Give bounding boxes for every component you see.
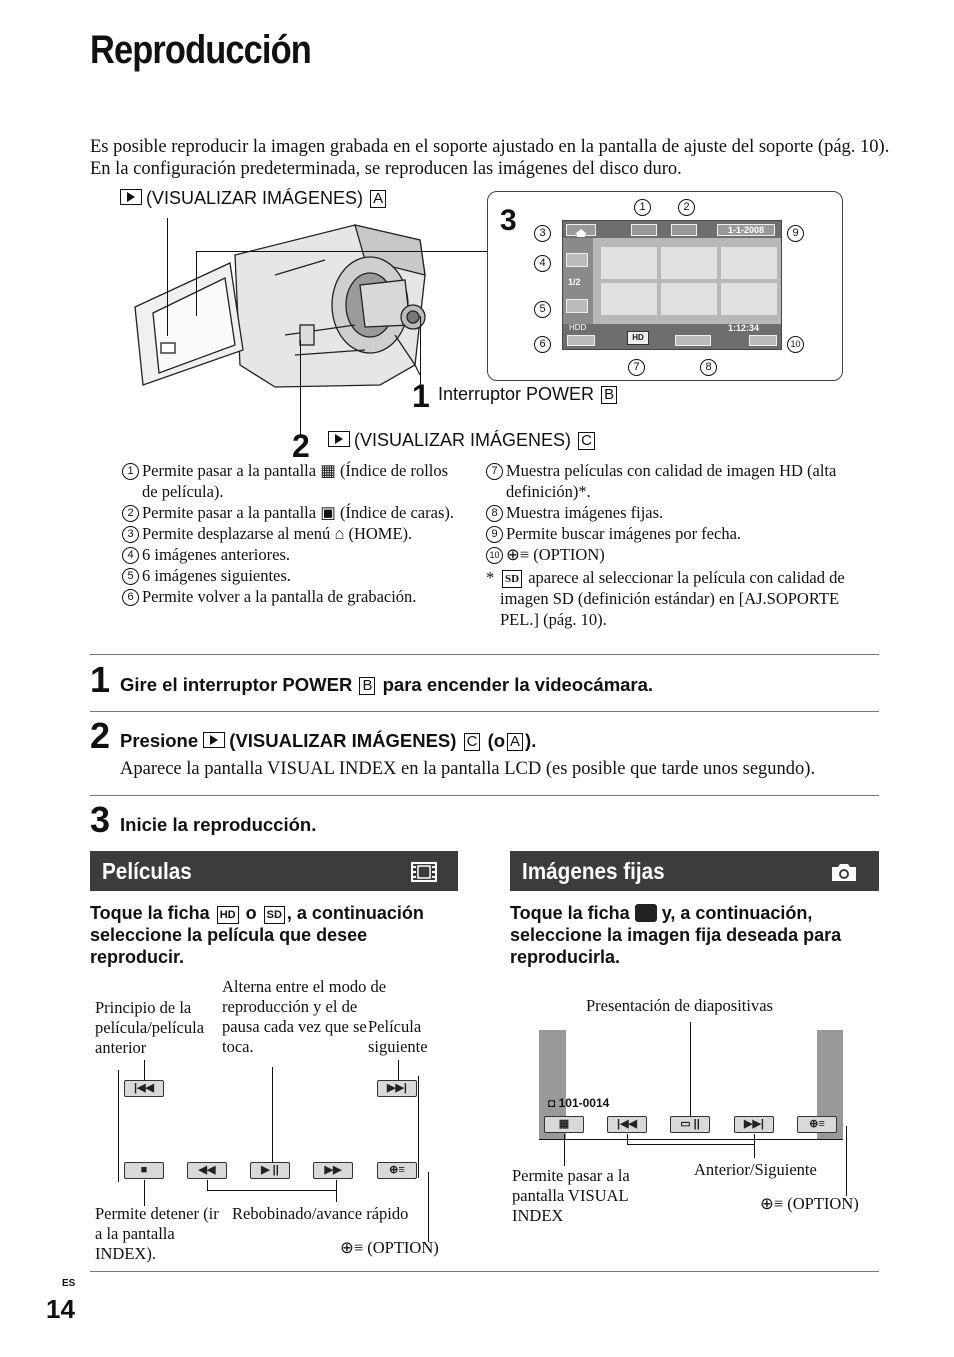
label-stop: Permite detener (ir a la pantalla INDEX). [95, 1204, 219, 1263]
label-visual-index: Permite pasar a la pantalla VISUAL INDEX [512, 1166, 630, 1225]
label-rew-ff: Rebobinado/avance rápido [232, 1204, 409, 1223]
date-search-button[interactable]: 1-1-2008 [717, 224, 775, 236]
label-option-still: ⊕≡ (OPTION) [760, 1194, 859, 1213]
leader-prev-img [627, 1134, 628, 1144]
step-1-text: Gire el interruptor POWER B para encender la videocámara. [120, 674, 654, 695]
callout-9: 9 [787, 225, 804, 242]
next-6-button[interactable] [566, 299, 588, 313]
play-icon [328, 431, 350, 447]
sd-tab-icon: SD [502, 570, 522, 588]
note-item: 6 Permite volver a la pantalla de grabación. [122, 586, 462, 607]
leader-index [564, 1134, 565, 1166]
note-item: 5 6 imágenes siguientes. [122, 565, 462, 586]
option-button[interactable]: ⊕≡ [797, 1116, 837, 1133]
letter-b-box: B [601, 386, 617, 404]
prev-image-button[interactable]: |◀◀ [607, 1116, 647, 1133]
notes-left [122, 460, 462, 607]
note-item: 10 ⊕≡ (OPTION) [486, 544, 856, 565]
thumbnail[interactable] [661, 283, 717, 315]
callout-10: 10 [787, 336, 804, 353]
film-roll-index-tab[interactable] [631, 224, 657, 236]
fig-step-2: 2 [292, 428, 310, 464]
power-label-row [438, 384, 619, 405]
label-play-pause: Alterna entre el modo de reproducción y el de pausa cada vez que se toca. [222, 977, 387, 1056]
leader-stop [144, 1180, 145, 1206]
page-title: Reproducción [90, 28, 311, 72]
label-prev-next: Anterior/Siguiente [694, 1160, 817, 1179]
note-item: 9 Permite buscar imágenes por fecha. [486, 523, 856, 544]
label-c-row [328, 430, 597, 451]
leader-option-still [846, 1126, 847, 1196]
lcd-screen [562, 220, 782, 350]
prev-6-button[interactable] [566, 253, 588, 267]
step-2-number: 2 [90, 715, 111, 756]
screen-left-edge [118, 1070, 119, 1182]
label-a-row [120, 188, 388, 209]
callout-1: 1 [634, 199, 651, 216]
callout-6: 6 [534, 336, 551, 353]
intro-paragraph: Es posible reproducir la imagen grabada en el soporte ajustado en la pantalla de ajuste del soporte (pág. 10). En la configuración predeterminada, se reproducen las imágenes del disco duro. [90, 137, 890, 179]
leader-next-img [754, 1134, 755, 1158]
screen-right-edge [418, 1076, 419, 1178]
letter-c-box: C [578, 432, 595, 450]
hd-tab[interactable]: HD [627, 331, 649, 345]
camcorder-illustration [125, 215, 495, 400]
leader-ff [336, 1180, 337, 1202]
leader-slideshow [690, 1022, 691, 1120]
next-image-button[interactable]: ▶▶| [734, 1116, 774, 1133]
next-movie-button[interactable]: ▶▶| [377, 1080, 417, 1097]
power-label: Interruptor POWER [438, 384, 595, 404]
leader-rew-ff-bar [207, 1190, 336, 1191]
divider [90, 654, 879, 655]
note-item: 3 Permite desplazarse al menú ⌂ (HOME). [122, 523, 462, 544]
leader-prev [144, 1060, 145, 1080]
camera-icon: ◘ [548, 1096, 556, 1110]
label-next-movie: Película siguiente [368, 1017, 428, 1056]
record-return-button[interactable] [567, 335, 595, 346]
peliculas-instruction: Toque la ficha HD o SD , a continuación seleccione la película que desee reproducir. [90, 903, 424, 967]
option-icon: ⊕≡ [760, 1194, 784, 1213]
thumbnail[interactable] [661, 247, 717, 279]
visual-index-button[interactable]: ▦ [544, 1116, 584, 1133]
step-3-text: Inicie la reproducción. [120, 814, 317, 835]
camera-tab-icon [635, 904, 657, 922]
option-button[interactable] [749, 335, 777, 346]
label-option: ⊕≡ (OPTION) [340, 1238, 439, 1257]
divider [90, 1271, 879, 1272]
leader-c [300, 340, 301, 435]
leader-next [398, 1060, 399, 1080]
stop-button[interactable]: ■ [124, 1162, 164, 1179]
play-icon [203, 732, 225, 748]
callout-8: 8 [700, 359, 717, 376]
note-item: 2 Permite pasar a la pantalla ▣ (Índice de caras). [122, 502, 462, 523]
step-2-body: Aparece la pantalla VISUAL INDEX en la pantalla LCD (es posible que tarde unos segundo). [120, 759, 816, 779]
play-pause-button[interactable]: ▶ || [250, 1162, 290, 1179]
step-1-number: 1 [90, 659, 111, 700]
fijas-banner: Imágenes fijas [510, 851, 879, 891]
callout-4: 4 [534, 255, 551, 272]
label-prev-movie: Principio de la película/película anterior [95, 998, 205, 1057]
option-icon: ⊕≡ [340, 1238, 364, 1257]
option-icon: ⊕≡ [506, 545, 530, 564]
fig-step-3: 3 [500, 204, 517, 237]
leader-screen [196, 251, 488, 252]
footnote: * SD aparece al seleccionar la película con calidad de imagen SD (definición estándar) en [AJ.SOPORTE PEL.] (pág. 10). [486, 568, 845, 629]
note-item: 1 Permite pasar a la pantalla ▦ (Índice de rollos de película). [122, 460, 462, 502]
step-3-number: 3 [90, 799, 111, 840]
prev-movie-button[interactable]: |◀◀ [124, 1080, 164, 1097]
note-item: 7 Muestra películas con calidad de imagen HD (alta definición)*. [486, 460, 856, 502]
sd-tab-icon: SD [264, 906, 285, 924]
thumbnail[interactable] [721, 247, 777, 279]
leader-screen-down [196, 251, 197, 316]
camera-icon [829, 861, 859, 883]
page-number: 14 [46, 1294, 75, 1324]
step-2-text: Presione (VISUALIZAR IMÁGENES) C (o A ). [120, 730, 537, 751]
leader-option [428, 1172, 429, 1242]
note-item: 8 Muestra imágenes fijas. [486, 502, 856, 523]
fijas-instruction: Toque la ficha y, a continuación, seleccione la imagen fija deseada para reproducirla. [510, 903, 842, 967]
option-button[interactable]: ⊕≡ [377, 1162, 417, 1179]
face-index-tab[interactable] [671, 224, 697, 236]
thumbnail[interactable] [601, 247, 657, 279]
callout-2: 2 [678, 199, 695, 216]
slideshow-button[interactable]: ▭ || [670, 1116, 710, 1133]
letter-a-box: A [370, 190, 386, 208]
home-icon: ⌂ [334, 524, 345, 543]
counter-label: 1:12:34 [728, 323, 760, 333]
leader-rew [207, 1180, 208, 1190]
label-c-text: (VISUALIZAR IMÁGENES) [354, 430, 572, 450]
film-icon [410, 861, 438, 883]
still-screen-bottom [539, 1139, 843, 1140]
divider [90, 795, 879, 796]
rewind-button[interactable]: ◀◀ [187, 1162, 227, 1179]
leader-prevnext-bar [627, 1144, 754, 1145]
page-indicator: 1/2 [568, 277, 581, 287]
leader-a [167, 218, 168, 336]
media-label: HDD [569, 323, 587, 332]
label-slideshow: Presentación de diapositivas [586, 996, 773, 1015]
still-images-tab[interactable] [675, 335, 711, 346]
thumbnail[interactable] [721, 283, 777, 315]
leader-playpause [272, 1067, 273, 1164]
label-a-text: (VISUALIZAR IMÁGENES) [146, 188, 364, 208]
film-roll-index-icon: ▦ [320, 461, 336, 480]
peliculas-banner: Películas [90, 851, 458, 891]
file-number: ◘ 101-0014 [548, 1096, 610, 1110]
home-button[interactable] [566, 224, 596, 236]
note-item: 4 6 imágenes anteriores. [122, 544, 462, 565]
thumbnail[interactable] [601, 283, 657, 315]
fast-forward-button[interactable]: ▶▶ [313, 1162, 353, 1179]
divider [90, 711, 879, 712]
play-icon [120, 189, 142, 205]
callout-5: 5 [534, 301, 551, 318]
face-index-icon: ▣ [320, 503, 336, 522]
hd-tab-icon: HD [217, 906, 239, 924]
notes-right [486, 460, 856, 630]
fig-step-1: 1 [412, 378, 430, 414]
callout-3: 3 [534, 225, 551, 242]
callout-7: 7 [628, 359, 645, 376]
language-code: ES [62, 1278, 76, 1289]
